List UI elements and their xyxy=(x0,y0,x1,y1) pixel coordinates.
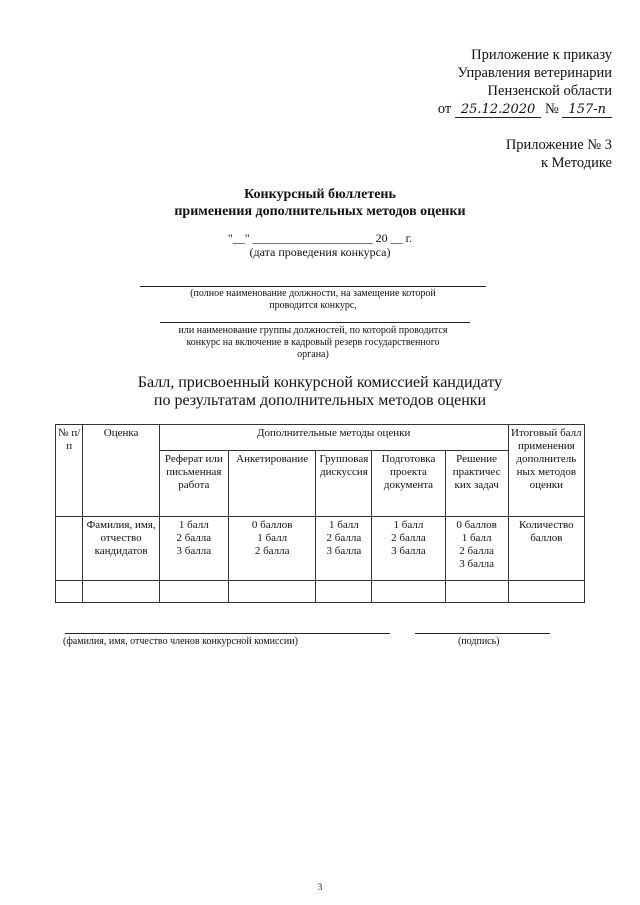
method-practical-tasks: Решение практичес ких задач xyxy=(445,451,508,517)
empty-cell xyxy=(316,581,372,603)
title-line-2: применения дополнительных методов оценки xyxy=(174,204,466,219)
methodology-appendix xyxy=(506,136,612,172)
total-score-cell: Количество баллов xyxy=(508,517,584,581)
header-line-1: Приложение к приказу xyxy=(471,47,612,63)
header-line-3: Пензенской области xyxy=(487,83,612,99)
handwritten-date: 25.12.2020 xyxy=(455,102,541,118)
document-title xyxy=(0,186,640,220)
contest-date-field xyxy=(0,231,640,259)
empty-cell xyxy=(372,581,445,603)
appendix-methodology: к Методике xyxy=(540,155,612,171)
caption-4: конкурс на включение в кадровый резерв государственного xyxy=(186,337,440,348)
caption-2: проводится конкурс, xyxy=(269,300,357,311)
col-evaluation-header: Оценка xyxy=(83,425,159,517)
handwritten-number: 157-п xyxy=(562,102,612,118)
position-caption-b xyxy=(140,325,486,361)
sign-caption: (подпись) xyxy=(458,636,500,647)
header-date-line xyxy=(438,100,612,119)
date-caption: (дата проведения конкурса) xyxy=(249,245,391,259)
position-blank-line xyxy=(140,286,486,287)
score-group-discussion: 1 балл 2 балла 3 балла xyxy=(316,517,372,581)
score-essay: 1 балл 2 балла 3 балла xyxy=(159,517,228,581)
col-methods-header: Дополнительные методы оценки xyxy=(159,425,508,451)
method-document-draft: Подготовка проекта документа xyxy=(372,451,445,517)
empty-cell xyxy=(508,581,584,603)
order-appendix-header xyxy=(438,46,612,119)
empty-cell xyxy=(56,581,83,603)
score-table xyxy=(55,424,585,603)
title-line-1: Конкурсный бюллетень xyxy=(244,187,396,202)
score-questionnaire: 0 баллов 1 балл 2 балла xyxy=(228,517,315,581)
empty-cell xyxy=(159,581,228,603)
subtitle-line-1: Балл, присвоенный конкурсной комиссией кандидату xyxy=(137,374,503,391)
caption-5: органа) xyxy=(297,349,329,360)
method-essay: Реферат или письменная работа xyxy=(159,451,228,517)
empty-cell xyxy=(83,581,159,603)
table-row xyxy=(56,517,585,581)
empty-cell xyxy=(445,581,508,603)
method-questionnaire: Анкетирование xyxy=(228,451,315,517)
name-caption: (фамилия, имя, отчество членов конкурсной комиссии) xyxy=(63,636,298,647)
page-number: 3 xyxy=(317,882,323,892)
col-total-header: Итоговый балл применения дополнитель ных методов оценки xyxy=(508,425,584,517)
sign-line xyxy=(415,633,550,634)
subtitle-line-2: по результатам дополнительных методов оценки xyxy=(153,392,487,409)
date-blank: "__" ____________________ 20 __ г. xyxy=(227,231,413,245)
position-caption-a xyxy=(140,288,486,312)
col-number-header: № п/п xyxy=(56,425,83,517)
empty-cell xyxy=(228,581,315,603)
number-prefix: № xyxy=(544,101,559,117)
score-heading xyxy=(0,374,640,410)
group-blank-line xyxy=(160,322,470,323)
name-signature-line xyxy=(65,633,390,634)
caption-1: (полное наименование должности, на замещение которой xyxy=(190,288,436,299)
score-practical-tasks: 0 баллов 1 балл 2 балла 3 балла xyxy=(445,517,508,581)
candidate-name-cell: Фамилия, имя, отчество кандидатов xyxy=(83,517,159,581)
method-group-discussion: Групповая дискуссия xyxy=(316,451,372,517)
appendix-number: Приложение № 3 xyxy=(505,137,612,153)
score-document-draft: 1 балл 2 балла 3 балла xyxy=(372,517,445,581)
row-number-cell xyxy=(56,517,83,581)
date-prefix: от xyxy=(437,101,452,117)
table-row xyxy=(56,581,585,603)
header-line-2: Управления ветеринарии xyxy=(457,65,612,81)
caption-3: или наименование группы должностей, по которой проводится xyxy=(178,325,448,336)
